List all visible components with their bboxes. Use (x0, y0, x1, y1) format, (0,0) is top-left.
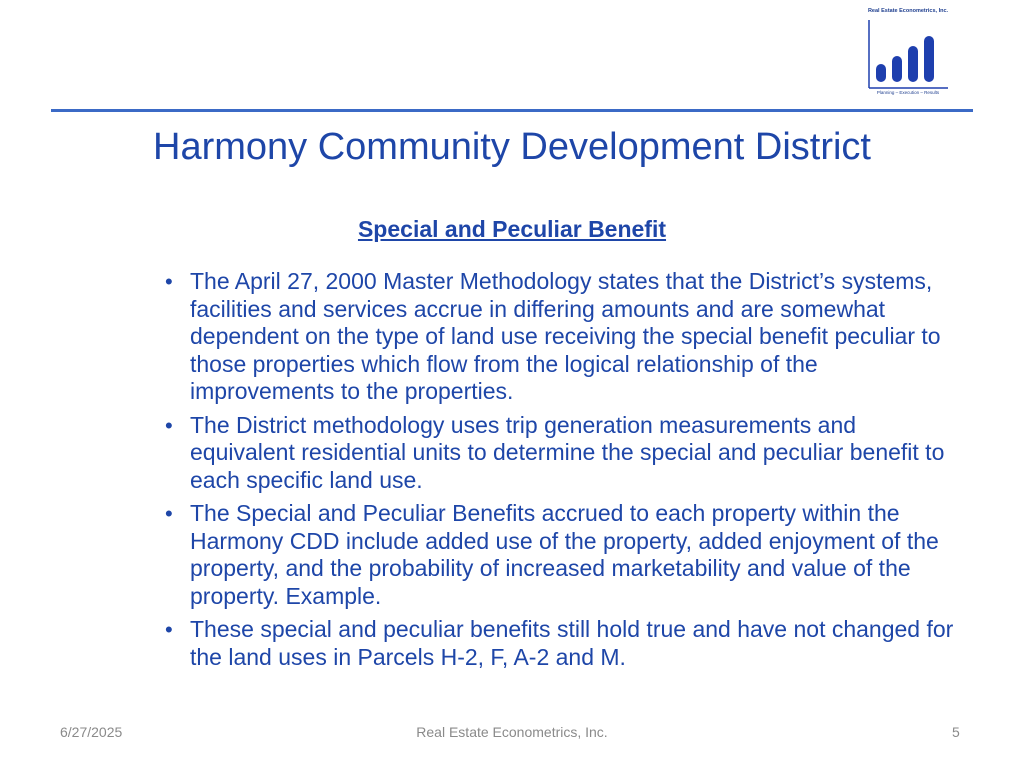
footer-date: 6/27/2025 (60, 724, 123, 740)
logo-tagline: Planning – Execution – Results (876, 90, 940, 95)
bullet-marker: • (165, 617, 173, 642)
bullet-marker: • (165, 412, 173, 438)
company-logo (862, 6, 954, 102)
bullet-item (160, 412, 965, 495)
footer-page-number: 5 (952, 724, 960, 740)
bar-chart-icon (866, 18, 950, 90)
bullet-text: The April 27, 2000 Master Methodology states that the District’s systems, facilities and services accrue in differing amounts and are somewhat dependent on the type of land use receiving the special benefit peculiar to those properties which flow from the logical relationship of the improvements to the properties. (190, 268, 941, 404)
bullet-marker: • (165, 269, 173, 294)
footer-company: Real Estate Econometrics, Inc. (416, 724, 608, 740)
bullet-text: These special and peculiar benefits still hold true and have not changed for the land uses in Parcels H-2, F, A-2 and M. (190, 616, 954, 670)
header-divider (51, 109, 973, 112)
slide-title: Harmony Community Development District (153, 126, 871, 168)
bullet-item (160, 500, 965, 610)
bullet-text: The Special and Peculiar Benefits accrued to each property within the Harmony CDD include added use of the property, added enjoyment of the property, and the probability of increased marketability and value of the property. Example. (190, 500, 939, 609)
bullet-item (160, 616, 965, 671)
bullet-item (160, 268, 965, 406)
bullet-text: The District methodology uses trip generation measurements and equivalent residential units to determine the special and peculiar benefit to each specific land use. (190, 411, 945, 493)
bullet-marker: • (165, 501, 173, 526)
slide-subtitle: Special and Peculiar Benefit (357, 216, 667, 242)
bullet-list (160, 268, 965, 677)
logo-company-name: Real Estate Econometrics, Inc. (867, 8, 949, 14)
